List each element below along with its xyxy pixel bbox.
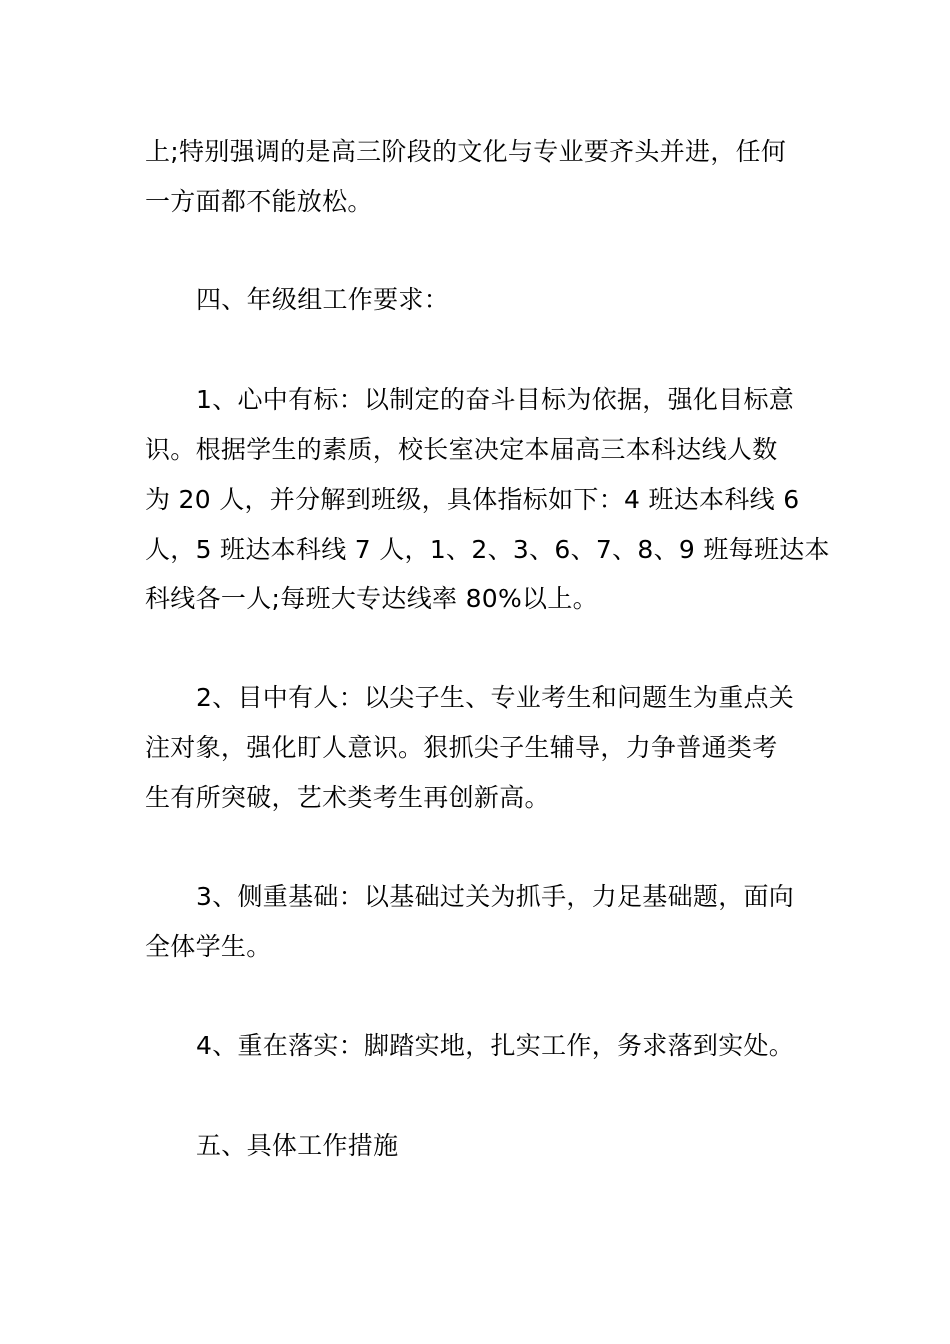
list-item-line: 人，5 班达本科线 7 人，1、2、3、6、7、8、9 班每班达本 — [145, 535, 830, 564]
list-item-line: 生有所突破，艺术类考生再创新高。 — [145, 783, 550, 812]
list-item-line: 识。根据学生的素质，校长室决定本届高三本科达线人数 — [145, 435, 778, 464]
section-heading: 五、具体工作措施 — [196, 1131, 399, 1160]
list-item-line: 为 20 人，并分解到班级，具体指标如下：4 班达本科线 6 — [145, 485, 800, 514]
list-item-line: 全体学生。 — [145, 932, 272, 961]
paragraph-line: 一方面都不能放松。 — [145, 187, 373, 216]
list-item-line: 1、心中有标：以制定的奋斗目标为依据，强化目标意 — [196, 385, 795, 414]
paragraph-line: 上;特别强调的是高三阶段的文化与专业要齐头并进，任何 — [145, 137, 787, 166]
list-item-line: 科线各一人;每班大专达线率 80%以上。 — [145, 584, 598, 613]
section-heading: 四、年级组工作要求： — [196, 285, 450, 314]
list-item-line: 3、侧重基础：以基础过关为抓手，力足基础题，面向 — [196, 882, 795, 911]
list-item-line: 注对象，强化盯人意识。狠抓尖子生辅导，力争普通类考 — [145, 733, 778, 762]
list-item-line: 2、目中有人：以尖子生、专业考生和问题生为重点关 — [196, 683, 795, 712]
list-item-line: 4、重在落实：脚踏实地，扎实工作，务求落到实处。 — [196, 1031, 795, 1060]
